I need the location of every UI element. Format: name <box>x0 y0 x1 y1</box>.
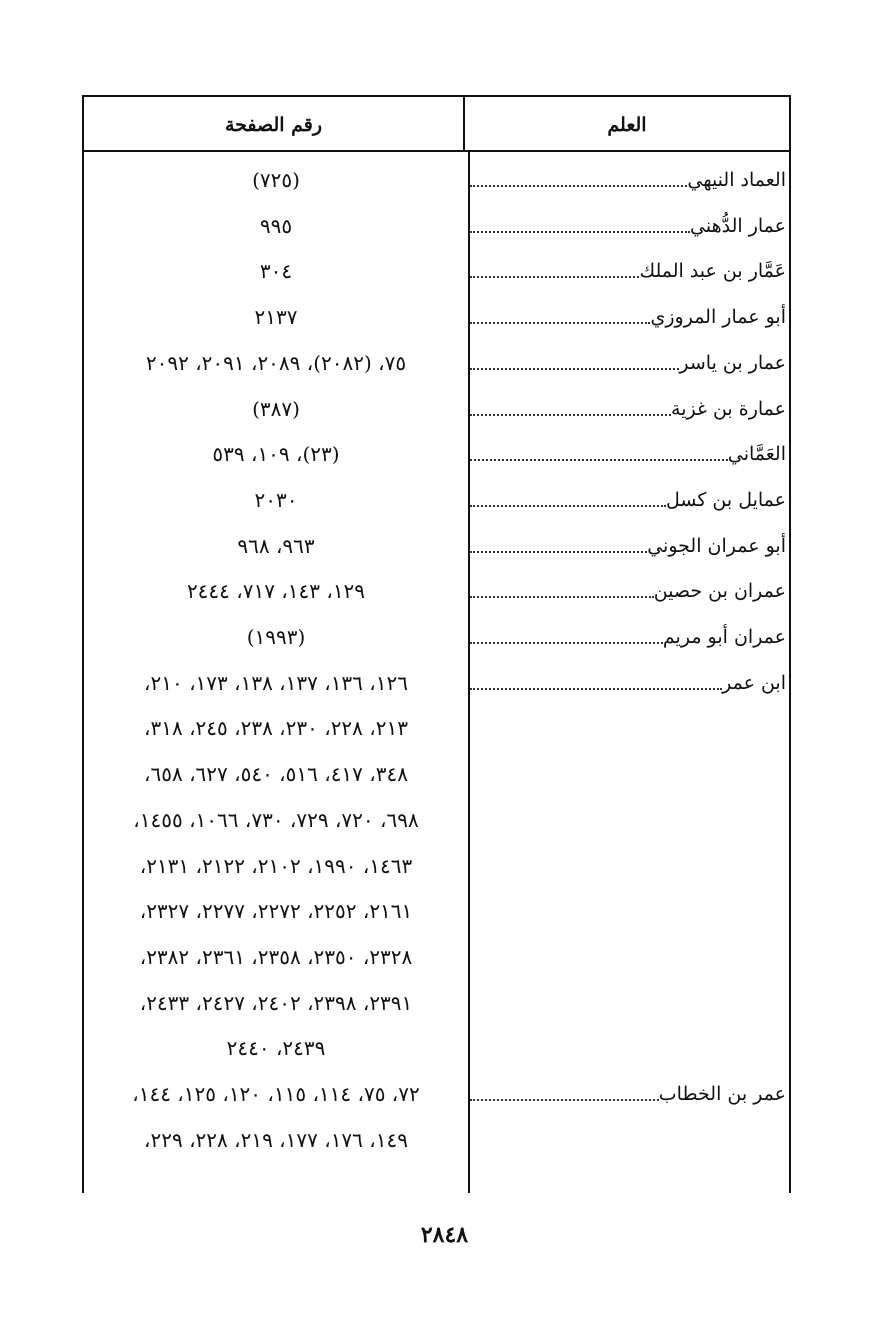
entry-pages: ٢١٣، ٢٢٨، ٢٣٠، ٢٣٨، ٢٤٥، ٣١٨، <box>144 716 408 740</box>
table-row <box>0 1077 889 1111</box>
leader-dots <box>470 459 728 461</box>
table-row <box>0 483 889 517</box>
header-page-column: رقم الصفحة <box>224 114 323 136</box>
entry-name-cell <box>470 666 790 700</box>
entry-pages: ٩٦٣، ٩٦٨ <box>237 534 315 558</box>
entry-name-cell <box>470 1077 790 1111</box>
header-name-column: العلم <box>607 114 647 136</box>
page-number: ٢٨٤٨ <box>420 1222 469 1248</box>
leader-dots <box>470 368 679 370</box>
entry-name: ابن عمر <box>722 672 786 694</box>
entry-name-cell <box>470 986 790 1020</box>
entry-pages: ٩٩٥ <box>259 214 293 238</box>
table-row <box>0 803 889 837</box>
entry-name-cell <box>470 392 790 426</box>
table-row <box>0 209 889 243</box>
table-row <box>0 620 889 654</box>
table-row <box>0 254 889 288</box>
entry-pages: ١٢٦، ١٣٦، ١٣٧، ١٣٨، ١٧٣، ٢١٠، <box>144 671 408 695</box>
entry-name-cell <box>470 940 790 974</box>
entry-pages: (١٩٩٣) <box>246 625 306 649</box>
entry-name: عمار الدُّهني <box>690 215 786 237</box>
leader-dots <box>470 505 666 507</box>
entry-name: عمار بن ياسر <box>679 352 786 374</box>
table-row <box>0 437 889 471</box>
entry-pages: ٢٤٣٩، ٢٤٤٠ <box>226 1036 326 1060</box>
entry-name-cell <box>470 300 790 334</box>
entry-name: عمايل بن كسل <box>665 489 786 511</box>
entry-pages: ١٢٩، ١٤٣، ٧١٧، ٢٤٤٤ <box>186 579 366 603</box>
table-row <box>0 894 889 928</box>
table-row <box>0 163 889 197</box>
entry-pages: ٢٣٩١، ٢٣٩٨، ٢٤٠٢، ٢٤٢٧، ٢٤٣٣، <box>139 991 413 1015</box>
entry-pages: ٣٤٨، ٤١٧، ٥١٦، ٥٤٠، ٦٢٧، ٦٥٨، <box>144 762 408 786</box>
entry-pages: ١٤٩، ١٧٦، ١٧٧، ٢١٩، ٢٢٨، ٢٢٩، <box>144 1128 408 1152</box>
entry-name: العماد النيهي <box>687 169 786 191</box>
table-row <box>0 1031 889 1065</box>
entry-pages: ٧٥، (٢٠٨٢)، ٢٠٨٩، ٢٠٩١، ٢٠٩٢ <box>145 351 407 375</box>
entry-pages: ٦٩٨، ٧٢٠، ٧٢٩، ٧٣٠، ١٠٦٦، ١٤٥٥، <box>133 808 419 832</box>
table-row <box>0 529 889 563</box>
leader-dots <box>470 596 654 598</box>
entry-pages: ٧٢، ٧٥، ١١٤، ١١٥، ١٢٠، ١٢٥، ١٤٤، <box>132 1082 420 1106</box>
entry-pages: ١٤٦٣، ١٩٩٠، ٢١٠٢، ٢١٢٢، ٢١٣١، <box>139 854 413 878</box>
entry-name-cell <box>470 620 790 654</box>
entry-name-cell <box>470 849 790 883</box>
table-row <box>0 666 889 700</box>
table-row <box>0 300 889 334</box>
table-row <box>0 392 889 426</box>
entry-name-cell <box>470 757 790 791</box>
table-header-border <box>82 150 791 152</box>
leader-dots <box>470 322 650 324</box>
entry-name-cell <box>470 803 790 837</box>
table-top-border <box>82 95 791 97</box>
leader-dots <box>470 688 722 690</box>
leader-dots <box>470 1099 659 1101</box>
entry-pages: ٢٠٣٠ <box>254 488 298 512</box>
table-row <box>0 1123 889 1157</box>
entry-name-cell <box>470 209 790 243</box>
entry-name-cell <box>470 574 790 608</box>
entry-name-cell <box>470 529 790 563</box>
entry-pages: ٢١٣٧ <box>254 305 298 329</box>
entry-name: عمران بن حصين <box>653 580 786 602</box>
entry-name-cell <box>470 254 790 288</box>
entry-name: عَمَّار بن عبد الملك <box>639 260 786 282</box>
table-row <box>0 574 889 608</box>
leader-dots <box>470 414 671 416</box>
entry-name-cell <box>470 437 790 471</box>
leader-dots <box>470 642 663 644</box>
entry-pages: (٢٣)، ١٠٩، ٥٣٩ <box>212 442 340 466</box>
entry-pages: ٣٠٤ <box>259 259 293 283</box>
entry-name: عمران أبو مريم <box>662 626 786 648</box>
table-row <box>0 711 889 745</box>
entry-name-cell <box>470 163 790 197</box>
entry-name: عمارة بن غزية <box>671 398 786 420</box>
entry-pages: (٧٢٥) <box>252 168 300 192</box>
entry-name: أبو عمران الجوني <box>647 535 786 557</box>
entry-pages: ٢١٦١، ٢٢٥٢، ٢٢٧٢، ٢٢٧٧، ٢٣٢٧، <box>139 899 413 923</box>
leader-dots <box>470 231 690 233</box>
table-row <box>0 986 889 1020</box>
entry-name-cell <box>470 894 790 928</box>
entry-name-cell <box>470 1031 790 1065</box>
entry-name-cell <box>470 1123 790 1157</box>
entry-name-cell <box>470 346 790 380</box>
leader-dots <box>470 185 687 187</box>
table-row <box>0 849 889 883</box>
entry-name-cell <box>470 711 790 745</box>
entry-name: عمر بن الخطاب <box>658 1083 786 1105</box>
entry-name-cell <box>470 483 790 517</box>
leader-dots <box>470 276 639 278</box>
leader-dots <box>470 551 647 553</box>
entry-name: أبو عمار المروزي <box>650 306 786 328</box>
entry-pages: (٣٨٧) <box>252 397 300 421</box>
entry-name: العَمَّاني <box>727 443 786 465</box>
entry-pages: ٢٣٢٨، ٢٣٥٠، ٢٣٥٨، ٢٣٦١، ٢٣٨٢، <box>139 945 413 969</box>
table-row <box>0 940 889 974</box>
table-row <box>0 346 889 380</box>
table-row <box>0 757 889 791</box>
